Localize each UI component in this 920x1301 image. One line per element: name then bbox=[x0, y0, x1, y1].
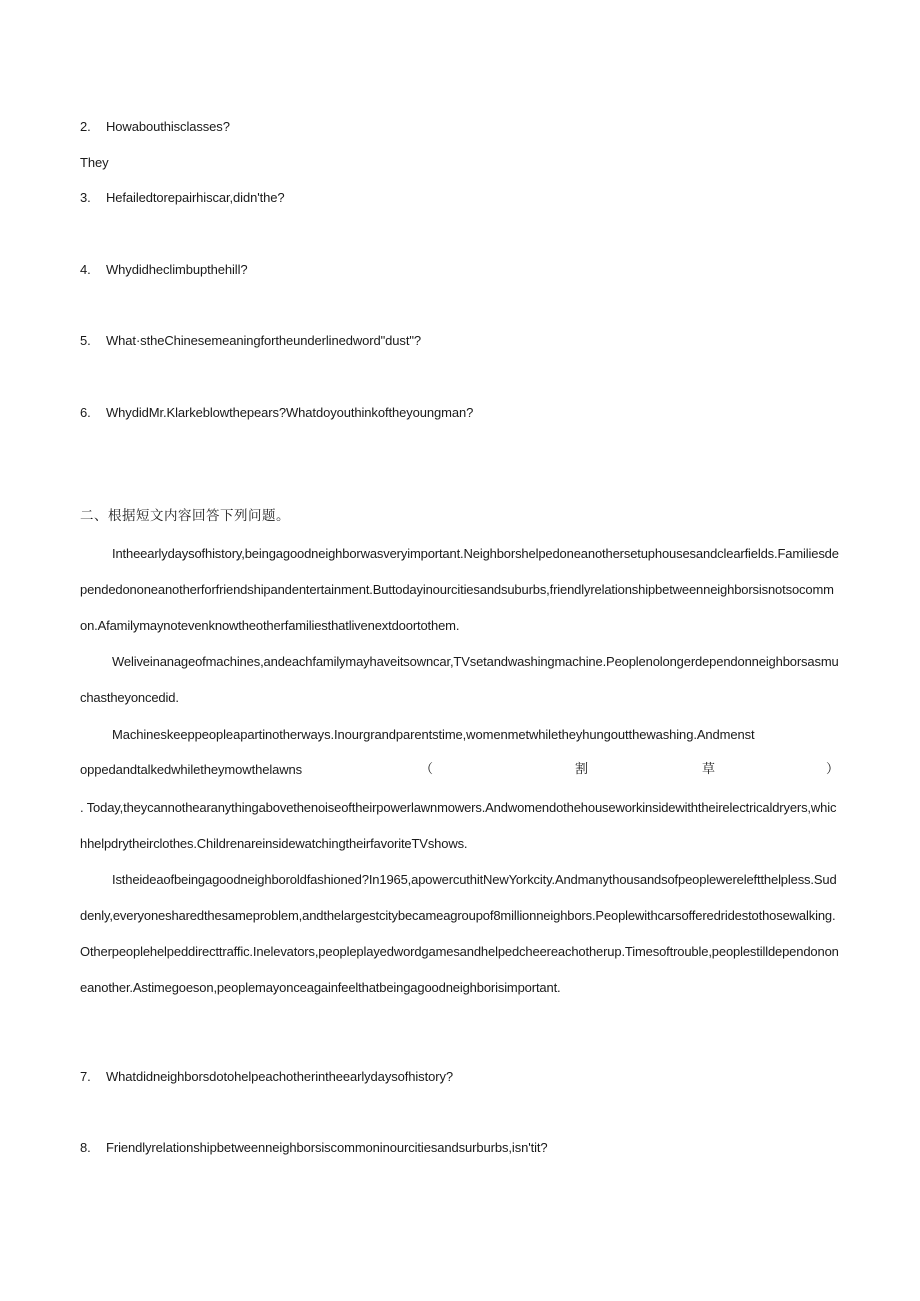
paren-open: （ bbox=[420, 762, 434, 777]
gloss-char-1: 割 bbox=[575, 762, 589, 777]
question-text: WhydidMr.Klarkeblowthepears?Whatdoyouthinkoftheyoungman? bbox=[106, 405, 474, 420]
question-text: Whatdidneighborsdotohelpeachotherintheearlydaysofhistory? bbox=[106, 1069, 453, 1084]
question-text: Howabouthisclasses? bbox=[106, 119, 230, 134]
paragraph-text: Intheearlydaysofhistory,beingagoodneighborwasveryimportant.Neighborshelpedoneanothersetuphousesandclearfields.Familiesdependedononeanotherforfriendshipandentertainment.Buttodayinourcitiesandsuburbs,friendlyrelationshipbetweenneighborsisnotsocommon.Afamilymaynotevenknowtheotherfamiliesthatlivenextdoortothem. bbox=[80, 546, 839, 633]
question-number: 3. bbox=[80, 190, 91, 205]
question-number: 8. bbox=[80, 1140, 91, 1155]
question-text: Whydidheclimbupthehill? bbox=[106, 262, 248, 277]
question-number: 4. bbox=[80, 262, 91, 277]
paren-close: ） bbox=[826, 762, 840, 777]
paragraph-text: Weliveinanageofmachines,andeachfamilymayhaveitsowncar,TVsetandwashingmachine.Peoplenolongerdependonneighborsasmuchastheyoncedid. bbox=[80, 654, 839, 705]
question-8 bbox=[80, 1140, 548, 1156]
question-2 bbox=[80, 119, 230, 135]
passage-paragraph-4 bbox=[80, 862, 840, 1006]
paragraph-text: Istheideaofbeingagoodneighboroldfashioned?In1965,apowercuthitNewYorkcity.Andmanythousandsofpeoplewereleftthelpless.Suddenly,everyonesharedthesameproblem,andthelargestcitybecameagroupof8millionneighbors.Peoplewithcarsofferedridestothosewalking.Otherpeoplehelpeddirecttraffic.Inelevators,peopleplayedwordgamesandhelpedcheereachotherup.Timesoftrouble,peoplestilldependononeanother.Astimegoeson,peoplemayonceagainfeelthatbeingagoodneighborisimportant. bbox=[80, 872, 839, 995]
passage-paragraph-3-line-2: oppedandtalkedwhiletheymowthelawns bbox=[80, 762, 303, 777]
question-7 bbox=[80, 1069, 453, 1085]
passage-paragraph-2 bbox=[80, 644, 840, 716]
section-heading: 二、根据短文内容回答下列问题。 bbox=[80, 508, 290, 524]
passage-paragraph-3-rest: . Today,theycannothearanythingabovethenoiseoftheirpowerlawnmowers.Andwomendothehouseworkinsidewiththeirelectricaldryers,whichhelpdrytheirclothes.ChildrenareinsidewatchingtheirfavoriteTVshows. bbox=[80, 800, 837, 851]
question-text: Friendlyrelationshipbetweenneighborsiscommoninourcitiesandsurburbs,isn'tit? bbox=[106, 1140, 548, 1155]
question-text: Hefailedtorepairhiscar,didn'the? bbox=[106, 190, 285, 205]
answer-stub: They bbox=[80, 155, 109, 170]
question-number: 7. bbox=[80, 1069, 91, 1084]
passage-paragraph-1 bbox=[80, 536, 840, 644]
question-text: What·stheChinesemeaningfortheunderlinedword"dust"? bbox=[106, 333, 421, 348]
question-number: 5. bbox=[80, 333, 91, 348]
question-number: 6. bbox=[80, 405, 91, 420]
question-4 bbox=[80, 262, 248, 278]
gloss-char-2: 草 bbox=[702, 762, 716, 777]
question-6 bbox=[80, 405, 473, 421]
question-5 bbox=[80, 333, 421, 349]
paragraph-text: Machineskeeppeopleapartinotherways.Inourgrandparentstime,womenmetwhiletheyhungoutthewashing.Andmenst bbox=[112, 727, 755, 742]
question-number: 2. bbox=[80, 119, 91, 134]
question-3 bbox=[80, 190, 285, 206]
passage-paragraph-3-line-1 bbox=[80, 727, 840, 743]
